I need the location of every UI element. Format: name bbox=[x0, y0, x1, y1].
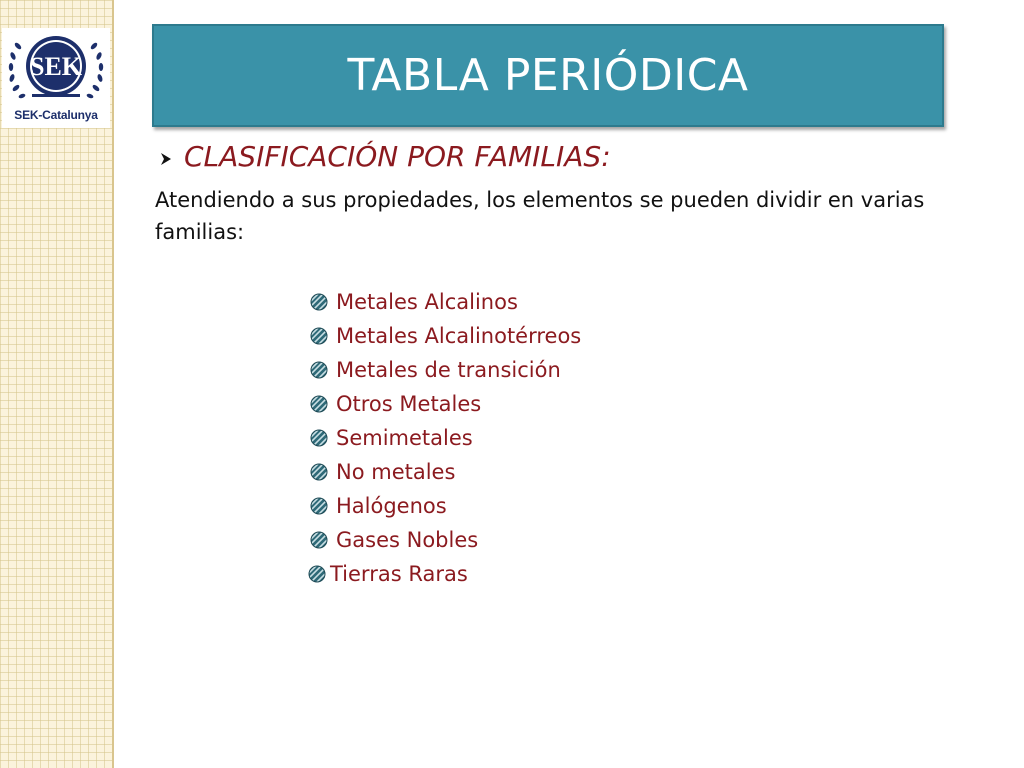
title-bar bbox=[152, 24, 944, 127]
striped-sphere-bullet-icon bbox=[310, 395, 328, 413]
family-label: Tierras Raras bbox=[330, 562, 468, 586]
family-label: Otros Metales bbox=[336, 392, 482, 416]
list-item bbox=[310, 489, 581, 523]
list-item bbox=[310, 319, 581, 353]
sek-logo bbox=[2, 28, 110, 128]
list-item bbox=[310, 421, 581, 455]
striped-sphere-bullet-icon bbox=[310, 327, 328, 345]
list-item bbox=[310, 455, 581, 489]
family-label: Semimetales bbox=[336, 426, 473, 450]
section-heading-text: CLASIFICACIÓN POR FAMILIAS: bbox=[184, 140, 611, 173]
arrow-bullet-icon bbox=[158, 151, 174, 167]
family-label: Metales de transición bbox=[336, 358, 561, 382]
striped-sphere-bullet-icon bbox=[310, 463, 328, 481]
family-label: Halógenos bbox=[336, 494, 447, 518]
decorative-side-strip bbox=[0, 0, 114, 768]
laurel-wreath-icon bbox=[2, 28, 110, 108]
striped-sphere-bullet-icon bbox=[310, 531, 328, 549]
slide-title: TABLA PERIÓDICA bbox=[347, 50, 749, 101]
list-item bbox=[310, 353, 581, 387]
striped-sphere-bullet-icon bbox=[308, 565, 326, 583]
svg-text:SEK: SEK bbox=[29, 52, 83, 81]
intro-paragraph: Atendiendo a sus propiedades, los elementos se pueden dividir en varias familias: bbox=[155, 188, 925, 244]
section-heading bbox=[158, 140, 611, 173]
list-item bbox=[310, 523, 581, 557]
striped-sphere-bullet-icon bbox=[310, 429, 328, 447]
striped-sphere-bullet-icon bbox=[310, 361, 328, 379]
family-label: Gases Nobles bbox=[336, 528, 479, 552]
family-label: No metales bbox=[336, 460, 456, 484]
logo-caption: SEK-Catalunya bbox=[14, 108, 98, 122]
list-item bbox=[310, 557, 581, 591]
family-list bbox=[310, 285, 581, 591]
striped-sphere-bullet-icon bbox=[310, 497, 328, 515]
family-label: Metales Alcalinos bbox=[336, 290, 518, 314]
list-item bbox=[310, 285, 581, 319]
family-label: Metales Alcalinotérreos bbox=[336, 324, 582, 348]
list-item bbox=[310, 387, 581, 421]
striped-sphere-bullet-icon bbox=[310, 293, 328, 311]
